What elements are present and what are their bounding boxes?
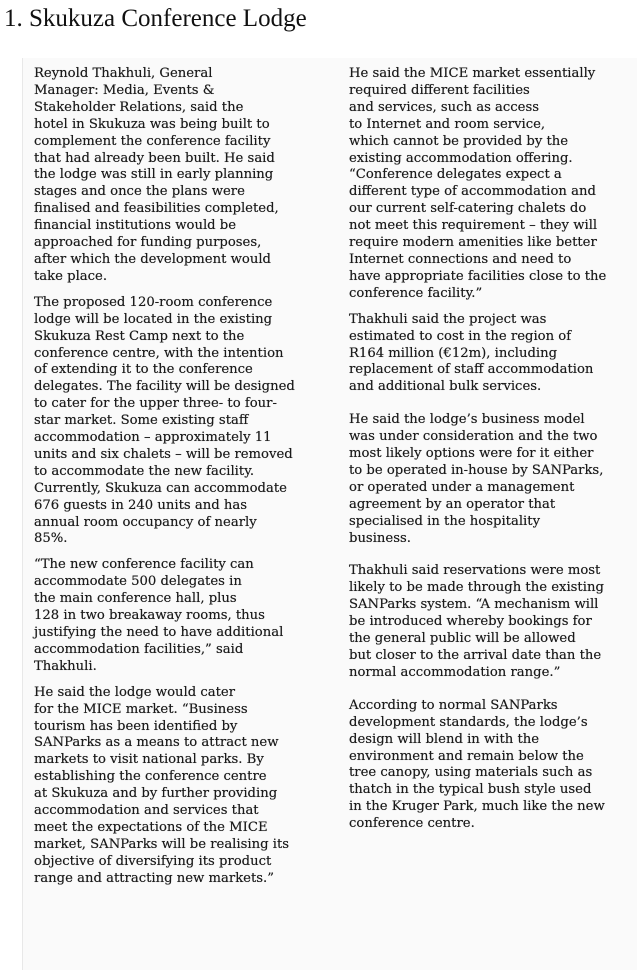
page-title: 1. Skukuza Conference Lodge [4,5,307,32]
paragraph-business-model: He said the lodge’s business model was under consideration and the two most likely options were for it either to be operated in-house by SANParks, or operated under a management agreement by an operator that specialised in the hospitality business. [349,412,604,546]
paragraph-mice-requirements: He said the MICE market essentially required different facilities and services, such as access to Internet and room service, which cannot be provided by the existing accommodation offering. “Conference delegates expect a different type of accommodation and our current self-catering chalets do not meet this requirement – they will require modern amenities like better Internet connections and need to have appropriate facilities close to the conference facility.” [349,66,607,301]
paragraph-conference-capacity: “The new conference facility can accommodate 500 delegates in the main conference hall, plus 128 in two breakaway rooms, thus justifying the need to have additional accommodation facilities,” said Thakhuli. [34,557,284,674]
paragraph-mice-market: He said the lodge would cater for the MICE market. “Business tourism has been identified by SANParks as a means to attract new markets to visit national parks. By establishing the conference centre at Skukuza and by further providing accommodation and services that meet the expectations of the MICE market, SANParks will be realising its objective of diversifying its product range and attracting new markets.” [34,684,290,886]
left-column [34,66,343,897]
paragraph-reservations: Thakhuli said reservations were most likely to be made through the existing SANParks system. “A mechanism will be introduced whereby bookings for the general public will be allowed but closer to the arrival date than the normal accommodation range.” [349,563,604,680]
paragraph-project-cost: Thakhuli said the project was estimated to cost in the region of R164 million (€12m), including replacement of staff accommodation and additional bulk services. [349,311,594,395]
paragraph-proposed-lodge: The proposed 120-room conference lodge will be located in the existing Skukuza Rest Camp next to the conference centre, with the intention of extending it to the conference delegates. The facility will be designed to cater for the upper three- to four- star market. Some existing staff accommodation – approximately 11 units and six chalets – will be removed to accommodate the new facility. Currently, Skukuza can accommodate 676 guests in 240 units and has annual room occupancy of nearly 85%. [34,294,295,547]
paragraph-thakhuli-intro: Reynold Thakhuli, General Manager: Media, Events & Stakeholder Relations, said the hotel in Skukuza was being built to complement the conference facility that had already been built. He said the lodge was still in early planning stages and once the plans were finalised and feasibilities completed, financial institutions would be approached for funding purposes, after which the development would take place. [34,66,279,284]
article-clipping [22,58,637,970]
right-column [349,66,635,842]
paragraph-design-standards: According to normal SANParks development standards, the lodge’s design will blend in with the environment and remain below the tree canopy, using materials such as thatch in the typical bush style used in the Kruger Park, much like the new conference centre. [349,697,605,832]
